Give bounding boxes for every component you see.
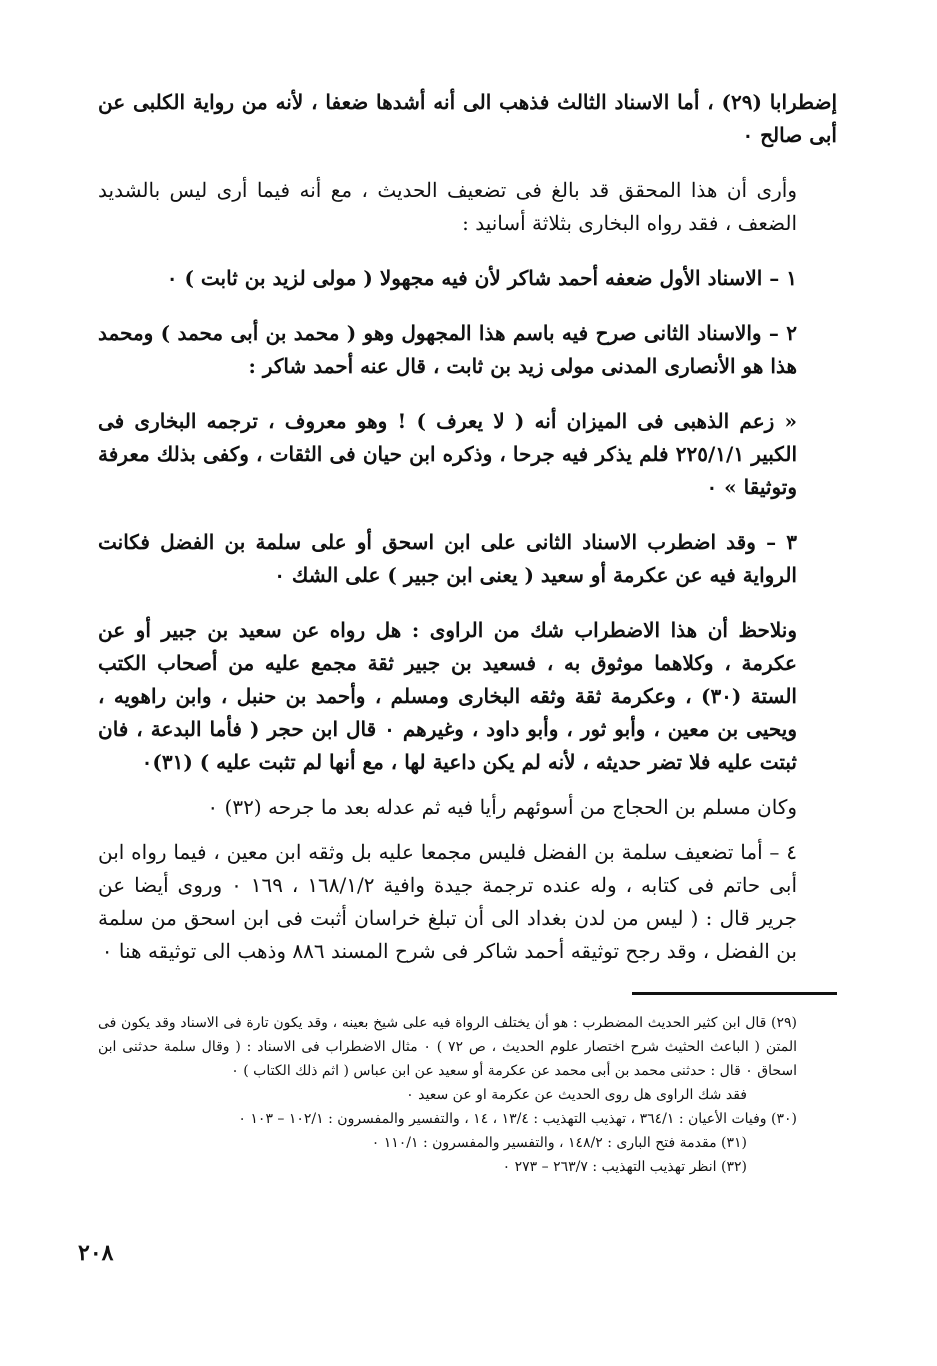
footnotes <box>98 1011 837 1179</box>
footnote-29: (٢٩) قال ابن كثير الحديث المضطرب : هو أن يختلف الرواة فيه على شيخ بعينه ، وقد يكون تارة فى الاسناد وقد يكون فى المتن ( الباعث الحثيث شرح اختصار علوم الحديث ، ص ٧٢ ) ٠ مثال الاضطراب فى الاسناد : ( وقال سلمة حدثنى ابن اسحاق ٠ قال : حدثنى محمد بن أبى محمد عن عكرمة أو سعيد عن ابن عباس ( اثم ذلك الكتاب ) ٠ <box>98 1015 797 1079</box>
paragraph-1: إضطرابا (٢٩) ، أما الاسناد الثالث فذهب الى أنه أشدها ضعفا ، لأنه من رواية الكلبى عن أبى صالح ٠ <box>98 90 837 147</box>
paragraph-7: وكان مسلم بن الحجاج من أسوئهم رأيا فيه ثم عدله بعد ما جرحه (٣٢) ٠ <box>207 795 797 819</box>
main-text <box>98 86 837 968</box>
paragraph-3: ١ – الاسناد الأول ضعفه أحمد شاكر لأن فيه مجهولا ( مولى لزيد بن ثابت ) ٠ <box>166 266 797 290</box>
footnote-31: (٣١) مقدمة فتح البارى : ١٤٨/٢ ، والتفسير والمفسرون : ١١٠/١ ٠ <box>371 1135 747 1151</box>
footnote-32: (٣٢) انظر تهذيب التهذيب : ٢٦٣/٧ – ٢٧٣ ٠ <box>502 1159 747 1175</box>
separator-line <box>632 992 837 995</box>
footnote-separator <box>98 992 837 995</box>
paragraph-5: ٣ – وقد اضطرب الاسناد الثانى على ابن اسحق أو على سلمة بن الفضل فكانت الرواية فيه عن عكرمة أو سعيد ( يعنى ابن جبير ) على الشك ٠ <box>98 530 797 587</box>
paragraph-4: ٢ – والاسناد الثانى صرح فيه باسم هذا المجهول وهو ( محمد بن أبى محمد ) ومحمد هذا هو الأنصارى المدنى مولى زيد بن ثابت ، قال عنه أحمد شاكر : <box>98 321 797 378</box>
page-number: ٢٠٨ <box>78 1240 114 1266</box>
paragraph-2: وأرى أن هذا المحقق قد بالغ فى تضعيف الحديث ، مع أنه فيما أرى ليس بالشديد الضعف ، فقد رواه البخارى بثلاثة أسانيد : <box>98 178 797 235</box>
footnote-29-continuation: فقد شك الراوى هل روى الحديث عن عكرمة او عن سعيد ٠ <box>406 1087 747 1103</box>
paragraph-6: ونلاحظ أن هذا الاضطراب شك من الراوى : هل رواه عن سعيد بن جبير أو عن عكرمة ، وكلاهما موثوق به ، فسعيد بن جبير ثقة مجمع عليه من أصحاب الكتب الستة (٣٠) ، وعكرمة ثقة وثقه البخارى ومسلم ، وأحمد بن حنبل ، وابن راهويه ، ويحيى بن معين ، وأبو ثور ، وأبو داود ، وغيرهم ٠ قال ابن حجر ( فأما البدعة ، فان ثبتت عليه فلا تضر حديثه ، لأنه لم يكن داعية لها ، مع أنها لم تثبت عليه ) (٣١)٠ <box>98 618 797 774</box>
quotation-paragraph: « زعم الذهبى فى الميزان أنه ( لا يعرف ) ! وهو معروف ، ترجمه البخارى فى الكبير ٢٢٥/١/١ فلم يذكر فيه جرحا ، وذكره ابن حيان فى الثقات ، وكفى بذلك معرفة وتوثيقا » ٠ <box>98 409 798 499</box>
paragraph-8: ٤ – أما تضعيف سلمة بن الفضل فليس مجمعا عليه بل وثقه ابن معين ، فيما رواه ابن أبى حاتم فى كتابه ، وله عنده ترجمة جيدة وافية ١٦٨/١/٢ ، ١٦٩ ٠ وروى أيضا عن جرير قال : ( ليس من لدن بغداد الى أن تبلغ خراسان أثبت فى ابن اسحق من سلمة بن الفضل ، وقد رجح توثيقه أحمد شاكر فى شرح المسند ٨٨٦ وذهب الى توثيقه هنا ٠ <box>98 840 798 963</box>
footnote-30: (٣٠) وفيات الأعيان : ٣٦٤/١ ، تهذيب التهذيب : ١٣/٤ ، ١٤ ، والتفسير والمفسرون : ١٠٢/١ – ١٠٣ ٠ <box>238 1111 797 1127</box>
